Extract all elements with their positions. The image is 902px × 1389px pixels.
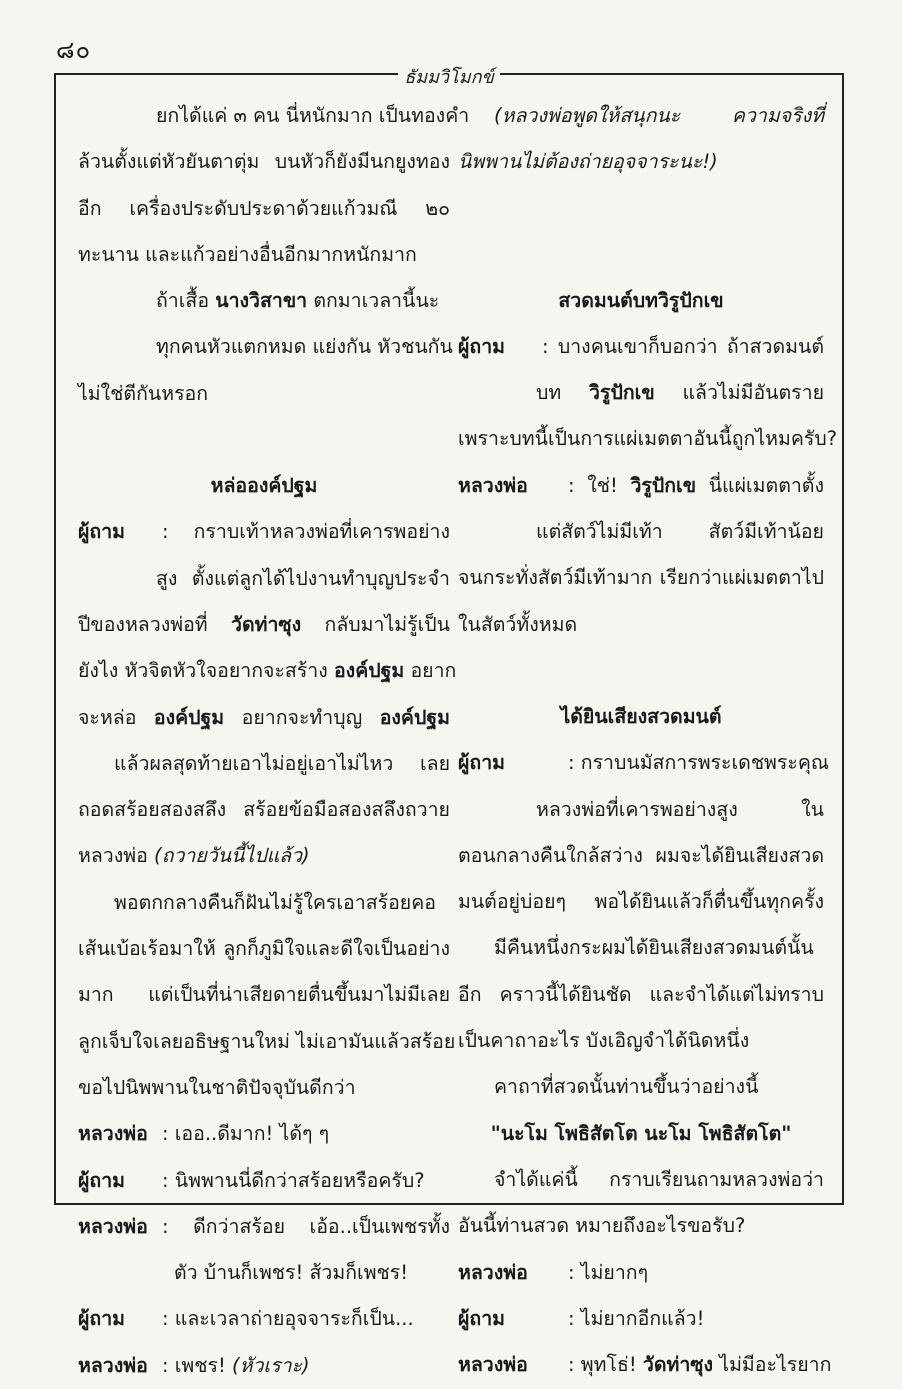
text-line: เป็นคาถาอะไร บังเอิญจำได้นิดหนึ่ง — [458, 1029, 750, 1053]
text-line: เส้นเบ้อเร้อมาให้ ลูกก็ภูมิใจและดีใจเป็นอย่าง — [78, 937, 450, 961]
speaker-label: ผู้ถาม — [458, 751, 506, 775]
text-line: จำได้แค่นี้ กราบเรียนถามหลวงพ่อว่า — [494, 1167, 824, 1191]
text-line: ล้วนตั้งแต่หัวยันตาตุ่ม บนหัวก็ยังมีนกยูงทอง — [78, 150, 450, 174]
dialogue-line: ผู้ถาม : บางคนเขาก็บอกว่า ถ้าสวดมนต์ — [458, 324, 824, 370]
text-line: มนต์อยู่บ่อยๆ พอได้ยินแล้วก็ตื่นขึ้นทุกครั้ง — [458, 890, 824, 914]
text-line: มาก แต่เป็นที่น่าเสียดายตื่นขึ้นมาไม่มีเลย — [78, 983, 450, 1007]
text-line: เพราะบทนี้เป็นการแผ่เมตตาอันนี้ถูกไหมครับ? — [458, 427, 838, 451]
speaker-label: หลวงพ่อ — [458, 473, 528, 497]
dialogue-line: หลวงพ่อ : เพชร! (หัวเราะ) — [78, 1343, 450, 1389]
page-number: ๘๐ — [56, 36, 92, 64]
text-line: ทุกคนหัวแตกหมด แย่งกัน หัวชนกัน — [156, 335, 453, 359]
dialogue-line: หลวงพ่อ : ไม่ยากๆ — [458, 1250, 824, 1296]
speaker-label: ผู้ถาม — [458, 1306, 506, 1330]
left-column — [78, 93, 470, 1389]
dialogue-line: ผู้ถาม : กราบนมัสการพระเดชพระคุณ — [458, 740, 824, 786]
dialogue-line: หลวงพ่อ : ใช่! วิรูปักเข นี่แผ่เมตตาตั้ง — [458, 463, 824, 509]
speaker-label: ผู้ถาม — [78, 520, 126, 544]
dialogue-line: ผู้ถาม : กราบเท้าหลวงพ่อที่เคารพอย่าง — [78, 509, 450, 555]
speaker-label: หลวงพ่อ — [78, 1214, 148, 1238]
section-heading: สวดมนต์บทวิรูปักเข — [558, 288, 724, 312]
dialogue-line: ผู้ถาม : ไม่ยากอีกแล้ว! — [458, 1296, 824, 1342]
dialogue-line: ผู้ถาม : และเวลาถ่ายอุจจาระก็เป็น... — [78, 1296, 450, 1342]
text-line: ในสัตว์ทั้งหมด — [458, 612, 578, 636]
text-line: จะหล่อ องค์ปฐม อยากจะทำบุญ องค์ปฐม — [78, 705, 450, 729]
text-line: ปีของหลวงพ่อที่ วัดท่าซุง กลับมาไม่รู้เป็น — [78, 612, 450, 636]
dialogue-line: หลวงพ่อ : เออ..ดีมาก! ได้ๆ ๆ — [78, 1111, 450, 1157]
text-line: หลวงพ่อที่เคารพอย่างสูง ใน — [536, 797, 824, 821]
chant-line: "นะโม โพธิสัตโต นะโม โพธิสัตโต" — [490, 1121, 792, 1145]
speaker-label: หลวงพ่อ — [78, 1353, 148, 1377]
text-line: อีก คราวนี้ได้ยินชัด และจำได้แต่ไม่ทราบ — [458, 982, 824, 1006]
text-line: (หลวงพ่อพูดให้สนุกนะ ความจริงที่ — [494, 104, 824, 127]
text-frame — [54, 67, 844, 1377]
section-heading: ได้ยินเสียงสวดมนต์ — [560, 704, 722, 728]
text-line: ลูกเจ็บใจเลยอธิษฐานใหม่ ไม่เอามันแล้วสร้อย — [78, 1029, 456, 1053]
dialogue-line: ผู้ถาม : นิพพานนี่ดีกว่าสร้อยหรือครับ? — [78, 1158, 450, 1204]
text-line: สูง ตั้งแต่ลูกได้ไปงานทำบุญประจำ — [156, 566, 450, 590]
text-line: ยังไง หัวจิตหัวใจอยากจะสร้าง องค์ปฐม อยาก — [78, 659, 457, 683]
text-line: มีคืนหนึ่งกระผมได้ยินเสียงสวดมนต์นั้น — [494, 936, 814, 960]
text-line: ไม่ใช่ตีกันหรอก — [78, 381, 209, 405]
text-line: ยกได้แค่ ๓ คน นี่หนักมาก เป็นทองคำ — [156, 104, 470, 127]
text-line: อันนี้ท่านสวด หมายถึงอะไรขอรับ? — [458, 1214, 746, 1238]
text-line: จนกระทั่งสัตว์มีเท้ามาก เรียกว่าแผ่เมตตาไป — [458, 566, 824, 590]
text-line: ถอดสร้อยสองสลึง สร้อยข้อมือสองสลึงถวาย — [78, 798, 450, 822]
text-line: คาถาที่สวดนั้นท่านขึ้นว่าอย่างนี้ — [494, 1075, 759, 1099]
speaker-label: หลวงพ่อ — [458, 1353, 528, 1377]
speaker-label: หลวงพ่อ — [78, 1122, 148, 1146]
dialogue-line: หลวงพ่อ : ดีกว่าสร้อย เอ้อ..เป็นเพชรทั้ง — [78, 1204, 450, 1250]
text-line: ตอนกลางคืนใกล้สว่าง ผมจะได้ยินเสียงสวด — [458, 843, 824, 867]
text-line: แต่สัตว์ไม่มีเท้า สัตว์มีเท้าน้อย — [536, 520, 824, 544]
text-line: พอตกกลางคืนก็ฝันไม่รู้ใครเอาสร้อยคอ — [114, 890, 436, 914]
right-column — [458, 93, 838, 1388]
speaker-label: ผู้ถาม — [458, 334, 506, 358]
text-line: หลวงพ่อ (ถวายวันนี้ไปแล้ว) — [78, 844, 310, 868]
speaker-label: ผู้ถาม — [78, 1168, 126, 1192]
running-head: ธัมมวิโมกข์ — [56, 62, 842, 91]
text-line: นิพพานไม่ต้องถ่ายอุจจาระนะ!) — [458, 150, 718, 174]
speaker-label: หลวงพ่อ — [458, 1260, 528, 1284]
dialogue-line: หลวงพ่อ : พุทโธ่! วัดท่าซุง ไม่มีอะไรยาก — [458, 1342, 824, 1388]
text-line: แล้วผลสุดท้ายเอาไม่อยู่เอาไม่ไหว เลย — [114, 751, 450, 775]
text-line: ถ้าเสื้อ นางวิสาขา ตกมาเวลานี้นะ — [156, 289, 440, 313]
text-line: ทะนาน และแก้วอย่างอื่นอีกมากหนักมาก — [78, 242, 417, 266]
section-heading: หล่อองค์ปฐม — [210, 474, 318, 498]
text-line: อีก เครื่องประดับประดาด้วยแก้วมณี ๒๐ — [78, 196, 450, 220]
text-line: บท วิรูปักเข แล้วไม่มีอันตราย — [536, 381, 824, 405]
text-line: ขอไปนิพพานในชาติปัจจุบันดีกว่า — [78, 1075, 356, 1099]
text-line: ตัว บ้านก็เพชร! ส้วมก็เพชร! — [174, 1261, 409, 1285]
speaker-label: ผู้ถาม — [78, 1307, 126, 1331]
